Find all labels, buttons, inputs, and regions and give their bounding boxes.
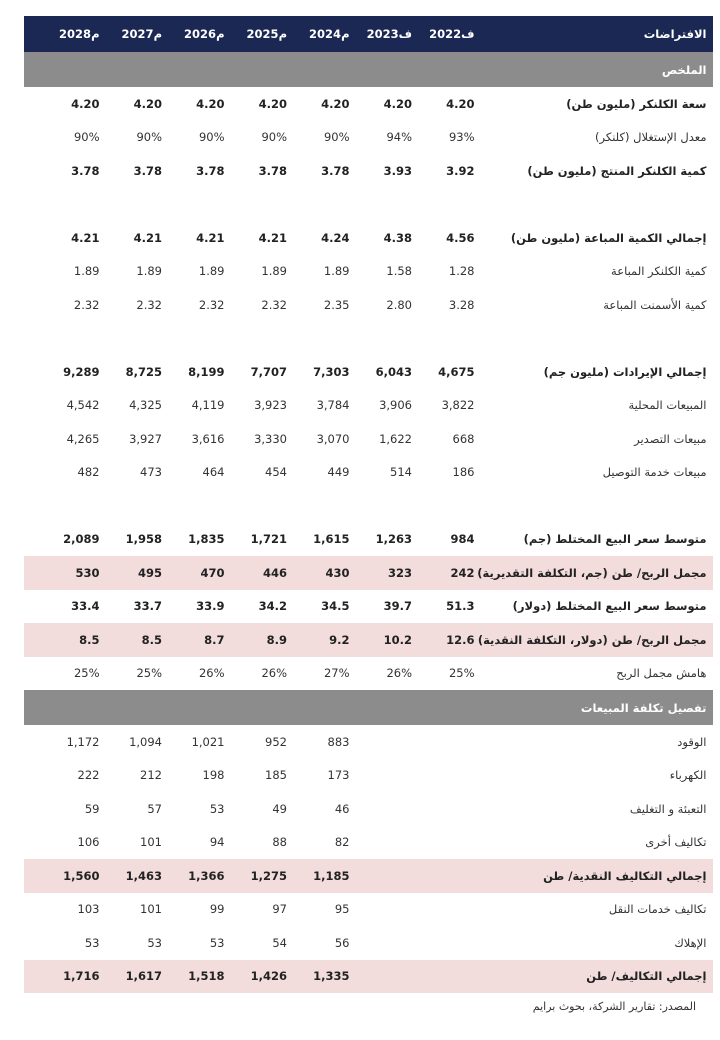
row-value: 1,426 bbox=[227, 960, 290, 994]
row-value bbox=[352, 792, 415, 826]
table-row bbox=[24, 826, 713, 860]
row-value: 25% bbox=[136, 666, 162, 681]
row-value bbox=[414, 759, 477, 793]
row-value: 9.2 bbox=[289, 623, 352, 657]
row-value: 25% bbox=[448, 666, 475, 681]
row-value: 1,185 bbox=[289, 859, 352, 893]
row-value: 7,707 bbox=[250, 364, 287, 379]
row-label: الوقود bbox=[677, 734, 707, 749]
row-value: 3,822 bbox=[441, 398, 475, 413]
table-row-highlight bbox=[24, 623, 713, 657]
row-value: 53 bbox=[84, 935, 100, 950]
row-value: 1,094 bbox=[129, 734, 162, 749]
row-value: 222 bbox=[77, 768, 100, 783]
spacer-row bbox=[24, 489, 713, 523]
table-row bbox=[24, 288, 713, 322]
row-value: 88 bbox=[272, 835, 287, 850]
row-value: 3.78 bbox=[258, 163, 287, 178]
row-label: كمية الأسمنت المباعة bbox=[603, 297, 707, 312]
section-cost-breakdown bbox=[24, 690, 713, 725]
row-value: 56 bbox=[334, 935, 350, 950]
row-value: 446 bbox=[227, 556, 290, 590]
row-label: مبيعات التصدير bbox=[634, 431, 707, 446]
row-value: 984 bbox=[450, 532, 475, 547]
row-value: 514 bbox=[390, 465, 412, 480]
row-value: 101 bbox=[140, 835, 162, 850]
row-value: 1,958 bbox=[125, 532, 162, 547]
row-value: 1.89 bbox=[73, 264, 100, 279]
row-value: 4.20 bbox=[321, 96, 350, 111]
row-value bbox=[352, 759, 415, 793]
row-value: 4,325 bbox=[129, 398, 162, 413]
row-value: 8,725 bbox=[125, 364, 162, 379]
row-value: 3,927 bbox=[129, 431, 162, 446]
row-value: 185 bbox=[265, 768, 287, 783]
row-value bbox=[414, 725, 477, 759]
row-value: 8.7 bbox=[164, 623, 227, 657]
row-value bbox=[352, 826, 415, 860]
row-value: 7,303 bbox=[313, 364, 350, 379]
row-value: 242 bbox=[414, 556, 477, 590]
row-value: 1,021 bbox=[191, 734, 225, 749]
row-label: التعبئة و التغليف bbox=[629, 801, 707, 816]
row-value: 198 bbox=[202, 768, 225, 783]
table-row bbox=[24, 121, 713, 155]
row-value bbox=[352, 926, 415, 960]
table-row bbox=[24, 657, 713, 691]
row-value: 46 bbox=[334, 801, 350, 816]
header-year: 2025م bbox=[227, 16, 290, 52]
row-value: 106 bbox=[77, 835, 100, 850]
row-label: مجمل الربح/ طن (جم، التكلفة التقديرية) bbox=[477, 556, 713, 590]
table-row bbox=[24, 926, 713, 960]
row-value: 186 bbox=[452, 465, 475, 480]
row-value: 93% bbox=[448, 130, 475, 145]
row-value: 4.56 bbox=[446, 230, 475, 245]
row-value: 3,070 bbox=[316, 431, 350, 446]
row-value: 3,784 bbox=[316, 398, 350, 413]
row-value: 34.5 bbox=[321, 599, 350, 614]
row-value: 4.20 bbox=[258, 96, 287, 111]
row-value: 82 bbox=[334, 835, 350, 850]
row-value: 4,119 bbox=[191, 398, 225, 413]
row-value: 39.7 bbox=[383, 599, 412, 614]
row-value: 1,835 bbox=[188, 532, 225, 547]
row-value: 1.89 bbox=[261, 264, 287, 279]
row-value: 4.21 bbox=[71, 230, 100, 245]
row-value: 1,275 bbox=[227, 859, 290, 893]
section-summary bbox=[24, 52, 713, 87]
row-value bbox=[414, 893, 477, 927]
row-value: 49 bbox=[272, 801, 287, 816]
row-value: 4.20 bbox=[71, 96, 100, 111]
row-value: 3,923 bbox=[254, 398, 287, 413]
row-value: 2.35 bbox=[323, 297, 350, 312]
row-value: 3.92 bbox=[446, 163, 475, 178]
table-row bbox=[24, 422, 713, 456]
row-value: 482 bbox=[77, 465, 100, 480]
row-label: الإهلاك bbox=[674, 935, 707, 950]
section-title: الملخص bbox=[24, 52, 713, 87]
row-value: 25% bbox=[73, 666, 100, 681]
row-value: 1.89 bbox=[323, 264, 350, 279]
table-row bbox=[24, 590, 713, 624]
row-value: 8.9 bbox=[227, 623, 290, 657]
row-label: معدل الإستغلال (كلنكر) bbox=[595, 130, 707, 145]
section-title: تفصيل تكلفة المبيعات bbox=[24, 690, 713, 725]
table-row bbox=[24, 893, 713, 927]
row-value: 4.38 bbox=[383, 230, 412, 245]
row-value: 90% bbox=[261, 130, 287, 145]
row-value: 1,622 bbox=[379, 431, 412, 446]
row-value: 1,335 bbox=[289, 960, 352, 994]
row-value: 4.20 bbox=[446, 96, 475, 111]
row-value: 1,716 bbox=[39, 960, 102, 994]
row-value: 4.21 bbox=[258, 230, 287, 245]
row-value: 2.80 bbox=[386, 297, 412, 312]
row-value: 4.24 bbox=[321, 230, 350, 245]
row-value: 8.5 bbox=[102, 623, 165, 657]
row-value: 90% bbox=[136, 130, 162, 145]
row-value: 97 bbox=[272, 902, 287, 917]
row-label: إجمالي الكمية المباعة (مليون طن) bbox=[510, 230, 707, 245]
header-year: 2028م bbox=[39, 16, 102, 52]
table-row bbox=[24, 87, 713, 121]
table-row bbox=[24, 355, 713, 389]
row-value bbox=[414, 960, 477, 994]
row-value: 473 bbox=[140, 465, 162, 480]
row-value: 3.28 bbox=[448, 297, 475, 312]
table-row-highlight bbox=[24, 960, 713, 994]
row-value bbox=[352, 725, 415, 759]
row-value: 1,560 bbox=[39, 859, 102, 893]
row-value: 4.21 bbox=[133, 230, 162, 245]
table-row bbox=[24, 154, 713, 188]
row-value: 51.3 bbox=[446, 599, 475, 614]
table-row bbox=[24, 725, 713, 759]
row-value: 3,616 bbox=[191, 431, 225, 446]
row-value bbox=[352, 960, 415, 994]
row-value: 1,615 bbox=[313, 532, 350, 547]
row-value bbox=[414, 826, 477, 860]
row-value: 1,263 bbox=[375, 532, 412, 547]
row-value: 3.78 bbox=[71, 163, 100, 178]
row-label: إجمالي التكاليف/ طن bbox=[477, 960, 713, 994]
row-label: تكاليف أخرى bbox=[645, 835, 707, 850]
row-label: كمية الكلنكر المنتج (مليون طن) bbox=[527, 163, 707, 178]
row-value: 2.32 bbox=[136, 297, 162, 312]
row-value: 54 bbox=[272, 935, 287, 950]
row-value: 4.20 bbox=[383, 96, 412, 111]
table-row bbox=[24, 792, 713, 826]
row-value: 495 bbox=[102, 556, 165, 590]
row-value: 8.5 bbox=[39, 623, 102, 657]
row-value: 10.2 bbox=[352, 623, 415, 657]
row-value: 3.78 bbox=[321, 163, 350, 178]
row-value: 1,617 bbox=[102, 960, 165, 994]
row-value: 449 bbox=[327, 465, 350, 480]
row-value: 430 bbox=[289, 556, 352, 590]
row-value: 2.32 bbox=[198, 297, 225, 312]
row-value: 883 bbox=[327, 734, 350, 749]
row-value: 2.32 bbox=[261, 297, 287, 312]
row-value: 94 bbox=[209, 835, 225, 850]
row-value: 464 bbox=[202, 465, 225, 480]
row-value: 53 bbox=[209, 801, 225, 816]
row-value: 4,542 bbox=[66, 398, 100, 413]
row-value: 4,675 bbox=[438, 364, 475, 379]
row-value: 212 bbox=[140, 768, 162, 783]
row-value: 3.93 bbox=[383, 163, 412, 178]
row-value: 101 bbox=[140, 902, 162, 917]
table-row bbox=[24, 759, 713, 793]
row-label: كمية الكلنكر المباعة bbox=[611, 264, 707, 279]
row-value: 1.89 bbox=[198, 264, 225, 279]
assumptions-table bbox=[24, 16, 713, 993]
row-value: 26% bbox=[198, 666, 225, 681]
row-label: متوسط سعر البيع المختلط (دولار) bbox=[512, 599, 707, 614]
row-value: 1.58 bbox=[386, 264, 412, 279]
row-value: 2,089 bbox=[63, 532, 100, 547]
source-note: المصدر: تقارير الشركة، بحوث برايم bbox=[532, 1000, 696, 1013]
row-label: المبيعات المحلية bbox=[628, 398, 707, 413]
table-row bbox=[24, 255, 713, 289]
row-value: 94% bbox=[386, 130, 412, 145]
assumptions-table-container bbox=[24, 16, 707, 993]
row-label: مجمل الربح/ طن (دولار، التكلفة النقدية) bbox=[477, 623, 713, 657]
row-value: 53 bbox=[147, 935, 162, 950]
row-value: 3.78 bbox=[133, 163, 162, 178]
row-value: 4.21 bbox=[196, 230, 225, 245]
row-value: 12.6 bbox=[414, 623, 477, 657]
header-year: 2027م bbox=[102, 16, 165, 52]
row-value: 4.20 bbox=[196, 96, 225, 111]
table-row bbox=[24, 221, 713, 255]
row-value: 8,199 bbox=[188, 364, 225, 379]
row-label: إجمالي التكاليف النقدية/ طن bbox=[477, 859, 713, 893]
header-year: 2022ف bbox=[414, 16, 477, 52]
row-value: 33.4 bbox=[71, 599, 100, 614]
row-value: 53 bbox=[209, 935, 225, 950]
row-value: 90% bbox=[73, 130, 100, 145]
header-year: 2026م bbox=[164, 16, 227, 52]
row-value: 1,172 bbox=[66, 734, 100, 749]
row-value: 2.32 bbox=[73, 297, 100, 312]
row-value: 90% bbox=[198, 130, 225, 145]
row-value: 9,289 bbox=[63, 364, 100, 379]
row-value: 1.89 bbox=[136, 264, 162, 279]
row-value: 6,043 bbox=[375, 364, 412, 379]
table-row-highlight bbox=[24, 859, 713, 893]
row-value: 4.20 bbox=[133, 96, 162, 111]
row-value: 3,330 bbox=[254, 431, 287, 446]
row-value: 530 bbox=[39, 556, 102, 590]
table-row bbox=[24, 523, 713, 557]
row-label: تكاليف خدمات النقل bbox=[608, 902, 707, 917]
row-value: 4,265 bbox=[66, 431, 100, 446]
row-value: 173 bbox=[327, 768, 350, 783]
row-value: 1,463 bbox=[102, 859, 165, 893]
row-value: 90% bbox=[323, 130, 350, 145]
row-label: متوسط سعر البيع المختلط (جم) bbox=[523, 532, 707, 547]
row-value: 57 bbox=[147, 801, 162, 816]
header-year: 2023ف bbox=[352, 16, 415, 52]
row-value: 323 bbox=[352, 556, 415, 590]
row-value: 1,518 bbox=[164, 960, 227, 994]
row-value: 34.2 bbox=[258, 599, 287, 614]
row-label: سعة الكلنكر (مليون طن) bbox=[566, 96, 707, 111]
row-value bbox=[414, 792, 477, 826]
table-row bbox=[24, 456, 713, 490]
row-value: 470 bbox=[164, 556, 227, 590]
row-value: 454 bbox=[265, 465, 287, 480]
header-label: الافتراضات bbox=[477, 16, 713, 52]
row-value bbox=[352, 859, 415, 893]
row-value bbox=[414, 926, 477, 960]
row-value: 26% bbox=[261, 666, 287, 681]
spacer-row bbox=[24, 322, 713, 356]
spacer-row bbox=[24, 188, 713, 222]
row-label: هامش مجمل الربح bbox=[616, 666, 707, 681]
row-value: 1.28 bbox=[448, 264, 475, 279]
row-value: 59 bbox=[84, 801, 100, 816]
row-value: 26% bbox=[386, 666, 412, 681]
table-header-row bbox=[24, 16, 713, 52]
row-label: مبيعات خدمة التوصيل bbox=[602, 465, 707, 480]
row-value: 33.7 bbox=[133, 599, 162, 614]
row-value: 952 bbox=[265, 734, 287, 749]
row-value: 27% bbox=[323, 666, 350, 681]
row-value bbox=[414, 859, 477, 893]
row-value: 95 bbox=[334, 902, 350, 917]
row-value: 668 bbox=[452, 431, 475, 446]
row-value: 99 bbox=[209, 902, 225, 917]
row-value: 103 bbox=[77, 902, 100, 917]
header-year: 2024م bbox=[289, 16, 352, 52]
row-value: 1,721 bbox=[250, 532, 287, 547]
row-value: 33.9 bbox=[196, 599, 225, 614]
row-value bbox=[352, 893, 415, 927]
row-label: الكهرباء bbox=[669, 768, 707, 783]
row-value: 3.78 bbox=[196, 163, 225, 178]
table-row bbox=[24, 389, 713, 423]
row-value: 3,906 bbox=[379, 398, 412, 413]
row-value: 1,366 bbox=[164, 859, 227, 893]
row-label: إجمالي الإيرادات (مليون جم) bbox=[543, 364, 707, 379]
table-row-highlight bbox=[24, 556, 713, 590]
